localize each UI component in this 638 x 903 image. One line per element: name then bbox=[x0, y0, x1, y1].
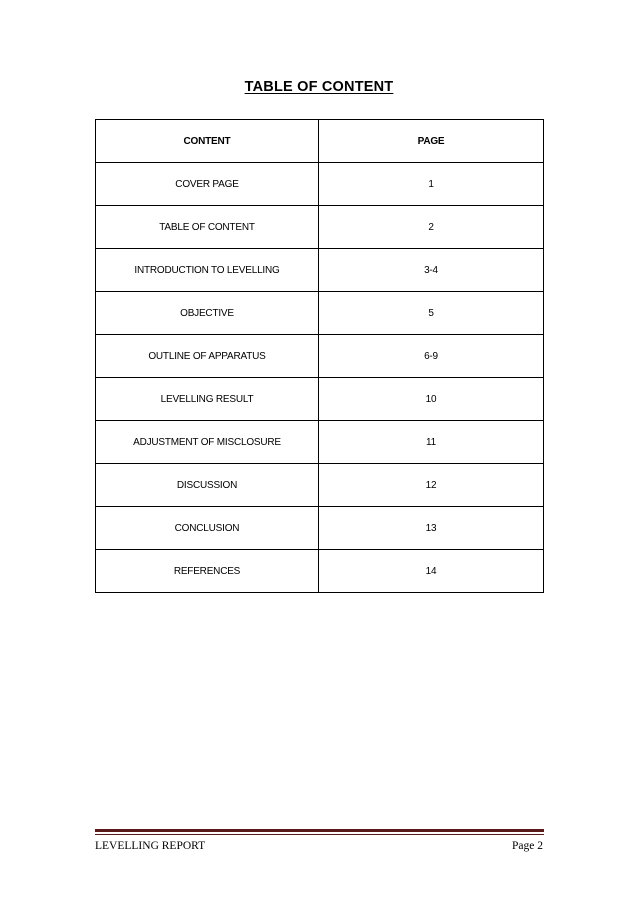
table-row bbox=[96, 464, 544, 507]
table-row bbox=[96, 292, 544, 335]
row-page: 13 bbox=[319, 507, 544, 550]
row-content: CONCLUSION bbox=[96, 507, 319, 550]
row-content: INTRODUCTION TO LEVELLING bbox=[96, 249, 319, 292]
row-page: 11 bbox=[319, 421, 544, 464]
row-content: OUTLINE OF APPARATUS bbox=[96, 335, 319, 378]
footer-page-number: Page 2 bbox=[512, 840, 543, 852]
footer-report-title: LEVELLING REPORT bbox=[95, 840, 206, 852]
row-page: 2 bbox=[319, 206, 544, 249]
row-page: 3-4 bbox=[319, 249, 544, 292]
footer-rule-thin bbox=[95, 834, 544, 835]
row-content: LEVELLING RESULT bbox=[96, 378, 319, 421]
table-row bbox=[96, 335, 544, 378]
row-page: 10 bbox=[319, 378, 544, 421]
table-row bbox=[96, 163, 544, 206]
column-header-page: PAGE bbox=[319, 120, 544, 163]
row-content: ADJUSTMENT OF MISCLOSURE bbox=[96, 421, 319, 464]
table-row bbox=[96, 507, 544, 550]
toc-table bbox=[95, 119, 544, 593]
table-row bbox=[96, 206, 544, 249]
row-page: 5 bbox=[319, 292, 544, 335]
table-row bbox=[96, 249, 544, 292]
row-content: TABLE OF CONTENT bbox=[96, 206, 319, 249]
row-content: COVER PAGE bbox=[96, 163, 319, 206]
row-page: 1 bbox=[319, 163, 544, 206]
table-row bbox=[96, 378, 544, 421]
row-page: 6-9 bbox=[319, 335, 544, 378]
table-header-row bbox=[96, 120, 544, 163]
column-header-content: CONTENT bbox=[96, 120, 319, 163]
table-row bbox=[96, 550, 544, 593]
row-page: 12 bbox=[319, 464, 544, 507]
row-page: 14 bbox=[319, 550, 544, 593]
row-content: REFERENCES bbox=[96, 550, 319, 593]
footer-rule-thick bbox=[95, 829, 544, 832]
table-row bbox=[96, 421, 544, 464]
row-content: OBJECTIVE bbox=[96, 292, 319, 335]
row-content: DISCUSSION bbox=[96, 464, 319, 507]
page-title: TABLE OF CONTENT bbox=[244, 79, 394, 95]
